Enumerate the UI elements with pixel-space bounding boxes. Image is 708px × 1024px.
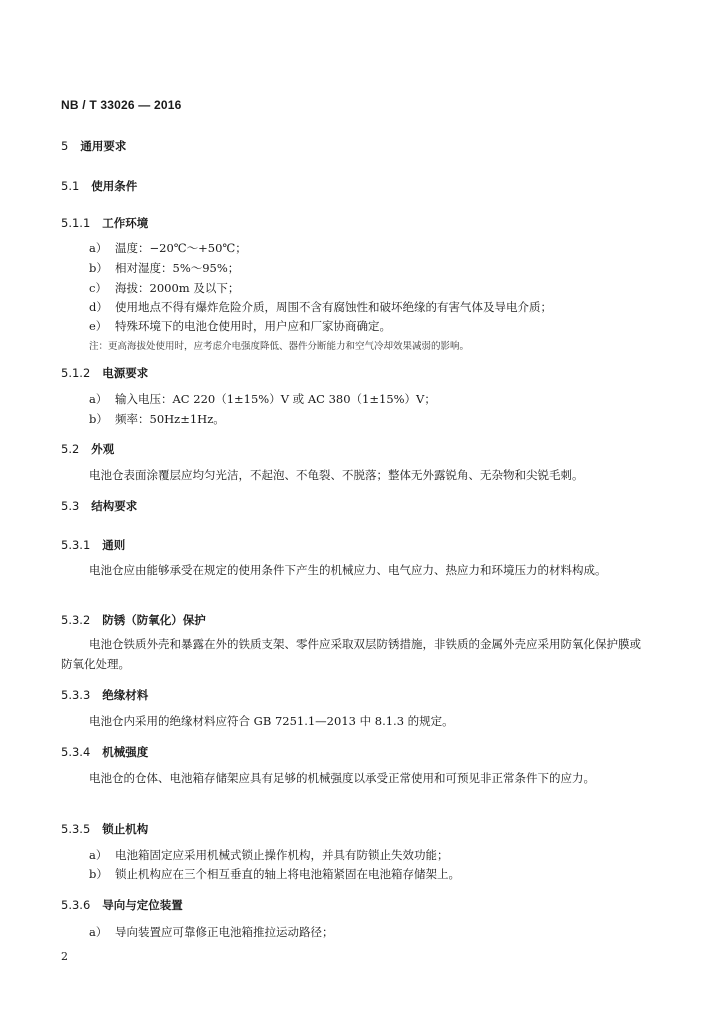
list-item [89, 318, 391, 334]
section-title: 工作环境 [102, 216, 149, 230]
section-number: 5.3.1 [61, 538, 91, 552]
section-5-3-1-heading [61, 537, 125, 553]
list-label: c） [89, 281, 107, 295]
section-title: 电源要求 [102, 366, 149, 380]
list-item [89, 299, 552, 315]
list-label: b） [89, 867, 108, 881]
list-text: 频率：50Hz±1Hz。 [115, 412, 225, 426]
section-title: 锁止机构 [102, 822, 149, 836]
list-item [89, 260, 239, 276]
section-title: 机械强度 [102, 745, 149, 759]
list-item [89, 411, 225, 427]
standard-number-header: NB / T 33026 — 2016 [61, 98, 182, 112]
section-title: 绝缘材料 [102, 688, 149, 702]
list-text: 温度：−20℃～+50℃； [115, 241, 247, 255]
section-title: 导向与定位装置 [102, 898, 183, 912]
section-number: 5.3.3 [61, 688, 91, 702]
note-text: 注：更高海拔处使用时，应考虑介电强度降低、器件分断能力和空气冷却效果减弱的影响。 [89, 341, 470, 352]
list-label: b） [89, 261, 108, 275]
section-title: 外观 [91, 442, 115, 456]
list-text: 海拔：2000m 及以下； [115, 281, 240, 295]
list-item [89, 924, 334, 940]
section-5-heading [61, 138, 126, 154]
list-text: 相对湿度：5%～95%； [115, 261, 240, 275]
paragraph: 电池仓应由能够承受在规定的使用条件下产生的机械应力、电气应力、热应力和环境压力的材料构成。 [89, 563, 607, 577]
section-5-1-2-heading [61, 365, 148, 381]
section-number: 5.3 [61, 499, 80, 513]
section-5-3-heading [61, 498, 137, 514]
paragraph: 电池仓内采用的绝缘材料应符合 GB 7251.1—2013 中 8.1.3 的规定。 [89, 714, 454, 728]
section-number: 5.3.6 [61, 898, 91, 912]
list-label: a） [89, 241, 108, 255]
section-title: 使用条件 [91, 179, 138, 193]
paragraph: 电池仓铁质外壳和暴露在外的铁质支架、零件应采取双层防锈措施，非铁质的金属外壳应采用防氧化保护膜或防氧化处理。 [61, 637, 641, 671]
section-number: 5.2 [61, 442, 80, 456]
list-label: e） [89, 319, 108, 333]
list-label: a） [89, 392, 108, 406]
section-number: 5.3.2 [61, 613, 91, 627]
paragraph: 电池仓的仓体、电池箱存储架应具有足够的机械强度以承受正常使用和可预见非正常条件下的应力。 [89, 771, 595, 785]
section-number: 5.1.1 [61, 216, 91, 230]
section-number: 5.1 [61, 179, 80, 193]
section-5-3-6-heading [61, 897, 183, 913]
section-5-3-4-heading [61, 744, 148, 760]
section-5-2-heading [61, 441, 114, 457]
section-5-1-1-heading [61, 215, 148, 231]
section-number: 5.3.4 [61, 745, 91, 759]
section-5-3-5-heading [61, 821, 148, 837]
list-item [89, 391, 436, 407]
list-text: 电池箱固定应采用机械式锁止操作机构，并具有防锁止失效功能； [115, 848, 449, 862]
list-text: 导向装置应可靠修正电池箱推拉运动路径； [115, 925, 334, 939]
page-number: 2 [61, 950, 68, 963]
list-text: 特殊环境下的电池仓使用时，用户应和厂家协商确定。 [115, 319, 391, 333]
list-text: 使用地点不得有爆炸危险介质，周围不含有腐蚀性和破坏绝缘的有害气体及导电介质； [115, 300, 552, 314]
section-number: 5 [61, 139, 69, 153]
section-title: 通用要求 [80, 139, 127, 153]
section-5-1-heading [61, 178, 137, 194]
section-title: 结构要求 [91, 499, 138, 513]
list-text: 输入电压：AC 220（1±15%）V 或 AC 380（1±15%）V； [115, 392, 436, 406]
list-label: a） [89, 848, 108, 862]
section-title: 通则 [102, 538, 126, 552]
section-5-3-3-heading [61, 687, 148, 703]
list-item [89, 280, 239, 296]
section-title: 防锈（防氧化）保护 [102, 613, 206, 627]
list-label: a） [89, 925, 108, 939]
list-label: b） [89, 412, 108, 426]
list-item [89, 240, 247, 256]
list-label: d） [89, 300, 108, 314]
list-item [89, 847, 449, 863]
section-5-3-2-heading [61, 612, 206, 628]
section-number: 5.1.2 [61, 366, 91, 380]
paragraph: 电池仓表面涂覆层应均匀光洁，不起泡、不龟裂、不脱落；整体无外露锐角、无杂物和尖锐毛刺。 [89, 468, 584, 482]
section-number: 5.3.5 [61, 822, 91, 836]
list-item [89, 866, 460, 882]
list-text: 锁止机构应在三个相互垂直的轴上将电池箱紧固在电池箱存储架上。 [115, 867, 460, 881]
